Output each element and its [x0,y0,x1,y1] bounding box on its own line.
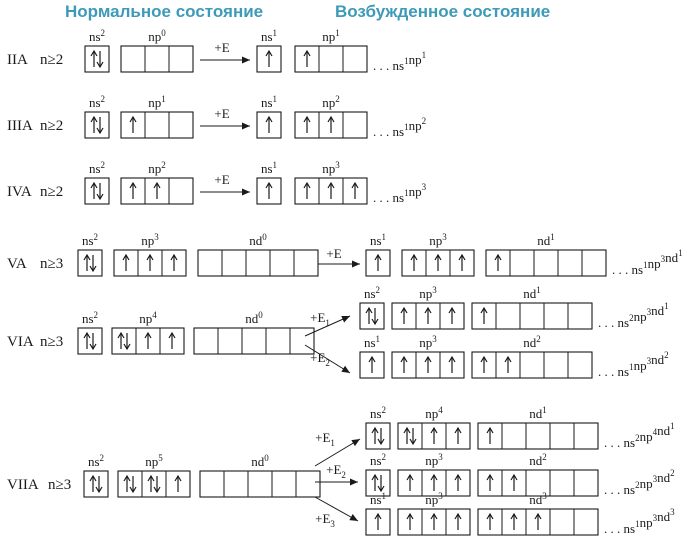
row-iia-branch-1 [200,28,426,73]
row-iiia-branch-1-excited-s-orbital [257,94,281,138]
row-va [7,232,683,277]
row-iva-branch-1-energy-label: +E [214,172,230,187]
row-iva-normal-p-orbital [121,160,193,204]
row-va-normal-d-orbital [198,232,318,276]
row-viia-branch-2-excited-d-label: $nd^2$ [529,452,547,468]
row-viia-normal-d-orbital [200,453,320,497]
row-via-branch-2 [305,334,669,379]
row-viia-branch-3-excited-d-label: $nd^3$ [529,491,547,507]
row-via-branch-2-excited-d-label: $nd^2$ [523,334,541,350]
row-va-branch-1-excited-d-box [486,250,606,276]
row-viia-branch-1-excited-s-orbital [366,405,390,449]
row-viia-branch-2-excited-p-label: $np^3$ [425,452,443,468]
row-via-normal-s-label: $ns^2$ [81,310,99,326]
row-via-branch-2-excited-s-label: $ns^1$ [363,334,381,350]
row-iva-normal-s-label: $ns^2$ [88,160,106,176]
row-via-branch-2-arrow-head [341,366,350,373]
row-viia-branch-1 [315,405,675,466]
row-iiia-group-label: IIIA [7,118,33,134]
row-viia-branch-1-excited-s-label: $ns^2$ [369,405,387,421]
row-via-branch-1-excited-p-orbital [392,285,464,329]
row-viia-normal-s-box [84,471,108,497]
row-iia-condition: n≥2 [40,52,64,68]
row-via-branch-1-excited-p-label: $np^3$ [419,285,437,301]
row-iia-normal-p-label: $np^0$ [148,28,166,44]
row-va-normal-p-orbital [114,232,186,276]
row-via-branch-2-excited-p-label: $np^3$ [419,334,437,350]
row-va-branch-1 [318,232,683,277]
row-viia-normal-p-label: $np^5$ [145,453,163,469]
row-viia [7,405,675,536]
row-iia-branch-1-configuration: . . . $ns^1np^1$ [373,50,427,73]
row-via-branch-2-energy-label: $+E_2$ [310,350,330,368]
row-iva-normal-s-orbital [85,160,109,204]
row-viia-branch-2-excited-s-orbital [366,452,390,496]
row-iiia-branch-1-excited-p-orbital [295,94,367,138]
row-via-group-label: VIA [7,334,34,350]
row-va-normal-d-label: $nd^0$ [249,232,267,248]
row-va-branch-1-excited-d-orbital [486,232,606,276]
row-viia-normal-s-label: $ns^2$ [87,453,105,469]
row-iiia-normal-p-orbital [121,94,193,138]
row-viia-condition: n≥3 [48,477,72,493]
row-iiia-condition: n≥2 [40,118,64,134]
row-via-normal-d-label: $nd^0$ [245,310,263,326]
row-viia-branch-2-excited-p-orbital [398,452,470,496]
row-iva-branch-1-configuration: . . . $ns^1np^3$ [373,182,427,205]
row-viia-branch-2 [315,452,675,497]
row-via-branch-1-configuration: . . . $ns^2np^3nd^1$ [598,301,669,330]
row-viia-branch-3-excited-p-orbital [398,491,470,535]
row-viia-normal-s-orbital [84,453,108,497]
row-via-branch-1-excited-s-orbital [360,285,384,329]
row-iia-group-label: IIA [7,52,28,68]
row-iia-branch-1-arrow-head [242,57,250,64]
row-viia-branch-1-excited-d-box [478,423,598,449]
row-iiia-branch-1-excited-s-label: $ns^1$ [260,94,278,110]
row-viia-branch-1-excited-d-orbital [478,405,598,449]
row-va-normal-s-orbital [78,232,102,276]
row-iia-branch-1-excited-p-orbital [295,28,367,72]
row-via-branch-1-excited-s-label: $ns^2$ [363,285,381,301]
row-viia-branch-1-excited-s-box [366,423,390,449]
row-viia-branch-2-excited-s-label: $ns^2$ [369,452,387,468]
row-iva-branch-1-arrow [200,189,250,196]
row-viia-branch-3-arrow-head [349,514,358,521]
row-iiia-normal-s-orbital [85,94,109,138]
row-via-condition: n≥3 [40,334,64,350]
row-va-group-label: VA [7,256,27,272]
row-iva [7,160,427,205]
row-va-condition: n≥3 [40,256,64,272]
row-iiia-branch-1 [200,94,426,139]
row-viia-branch-3-configuration: . . . $ns^1np^3nd^3$ [604,507,675,536]
row-viia-branch-1-configuration: . . . $ns^2np^4nd^1$ [604,421,675,450]
row-iia-normal-p-box [121,46,193,72]
row-viia-branch-3-energy-label: $+E_3$ [315,511,335,529]
row-iia [7,28,426,73]
row-iiia-branch-1-configuration: . . . $ns^1np^2$ [373,116,427,139]
row-viia-branch-3-excited-p-label: $np^3$ [425,491,443,507]
row-viia-branch-1-excited-d-label: $nd^1$ [529,405,547,421]
row-iia-branch-1-excited-p-box [295,46,367,72]
row-iiia-normal-p-box [121,112,193,138]
row-iiia-branch-1-arrow [200,123,250,130]
row-via-branch-1-excited-d-orbital [472,285,592,329]
row-va-normal-s-box [78,250,102,276]
row-viia-branch-3-excited-s-label: $ns^1$ [369,491,387,507]
row-via-normal-d-orbital [194,310,314,354]
row-via-branch-2-excited-d-box [472,352,592,378]
row-viia-branch-2-configuration: . . . $ns^2np^3nd^2$ [604,468,675,497]
row-iva-normal-p-label: $np^2$ [148,160,166,176]
row-viia-branch-1-excited-p-label: $np^4$ [425,405,443,421]
row-viia-branch-3-excited-d-orbital [478,491,598,535]
row-via-branch-2-configuration: . . . $ns^1np^3nd^2$ [598,350,669,379]
row-iia-normal-p-orbital [121,28,193,72]
row-iiia [7,94,426,139]
row-va-branch-1-excited-s-label: $ns^1$ [369,232,387,248]
row-viia-normal-d-label: $nd^0$ [251,453,269,469]
row-va-branch-1-excited-p-label: $np^3$ [429,232,447,248]
row-iva-branch-1-excited-s-orbital [257,160,281,204]
row-va-branch-1-configuration: . . . $ns^1np^3nd^1$ [612,248,683,277]
row-viia-branch-2-excited-d-orbital [478,452,598,496]
row-iva-normal-s-box [85,178,109,204]
row-iva-branch-1-excited-p-label: $np^3$ [322,160,340,176]
row-iia-normal-s-box [85,46,109,72]
row-iia-normal-s-label: $ns^2$ [88,28,106,44]
row-iia-normal-s-orbital [85,28,109,72]
row-viia-branch-3 [315,491,675,536]
row-iva-branch-1 [200,160,427,205]
row-viia-branch-1-energy-label: $+E_1$ [315,430,335,448]
header-excited-state: Возбужденное состояние [335,2,551,21]
row-va-branch-1-energy-label: +E [326,246,342,261]
row-via-normal-p-orbital [112,310,184,354]
row-via-branch-2-excited-s-orbital [360,334,384,378]
row-viia-branch-1-excited-p-orbital [398,405,470,449]
row-via-branch-1-excited-s-box [360,303,384,329]
row-va-branch-1-excited-s-orbital [366,232,390,276]
row-iia-branch-1-arrow [200,57,250,64]
row-iia-branch-1-energy-label: +E [214,40,230,55]
row-iva-group-label: IVA [7,184,32,200]
header-normal-state: Нормальное состояние [65,2,264,21]
row-viia-branch-2-arrow-head [350,479,358,486]
rows [7,28,683,536]
row-viia-branch-1-arrow-head [351,439,360,446]
row-via-branch-2-excited-d-orbital [472,334,592,378]
row-viia-group-label: VIIA [7,477,39,493]
row-iiia-branch-1-energy-label: +E [214,106,230,121]
row-via-branch-1 [305,285,669,336]
row-iia-branch-1-excited-s-label: $ns^1$ [260,28,278,44]
row-via-normal-d-box [194,328,314,354]
row-iiia-branch-1-arrow-head [242,123,250,130]
row-iiia-normal-p-label: $np^1$ [148,94,166,110]
row-via-normal-s-orbital [78,310,102,354]
row-via-normal-p-label: $np^4$ [139,310,157,326]
row-iiia-normal-s-box [85,112,109,138]
row-via-branch-1-excited-d-box [472,303,592,329]
row-va-branch-1-arrow-head [352,261,360,268]
row-va-branch-1-excited-d-label: $nd^1$ [537,232,555,248]
row-va-normal-s-label: $ns^2$ [81,232,99,248]
row-iva-branch-1-arrow-head [242,189,250,196]
row-via-normal-s-box [78,328,102,354]
row-iiia-branch-1-excited-p-label: $np^2$ [322,94,340,110]
row-viia-branch-2-energy-label: $+E_2$ [326,462,346,480]
row-iia-branch-1-excited-s-orbital [257,28,281,72]
row-iva-branch-1-excited-s-label: $ns^1$ [260,160,278,176]
row-via-branch-2-excited-p-orbital [392,334,464,378]
row-iva-condition: n≥2 [40,184,64,200]
row-via-branch-1-energy-label: $+E_1$ [310,310,330,328]
row-viia-branch-2-arrow [315,479,358,486]
row-va-normal-p-label: $np^3$ [141,232,159,248]
row-viia-normal-p-orbital [118,453,190,497]
row-va-normal-d-box [198,250,318,276]
row-via-branch-1-excited-d-label: $nd^1$ [523,285,541,301]
row-viia-branch-3-excited-s-orbital [366,491,390,535]
row-va-branch-1-excited-p-orbital [402,232,474,276]
row-va-branch-1-arrow [318,261,360,268]
row-via [7,285,669,379]
row-viia-normal-d-box [200,471,320,497]
row-iva-branch-1-excited-p-orbital [295,160,367,204]
row-iia-branch-1-excited-p-label: $np^1$ [322,28,340,44]
row-viia-normal-p-box [118,471,190,497]
row-iiia-normal-s-label: $ns^2$ [88,94,106,110]
